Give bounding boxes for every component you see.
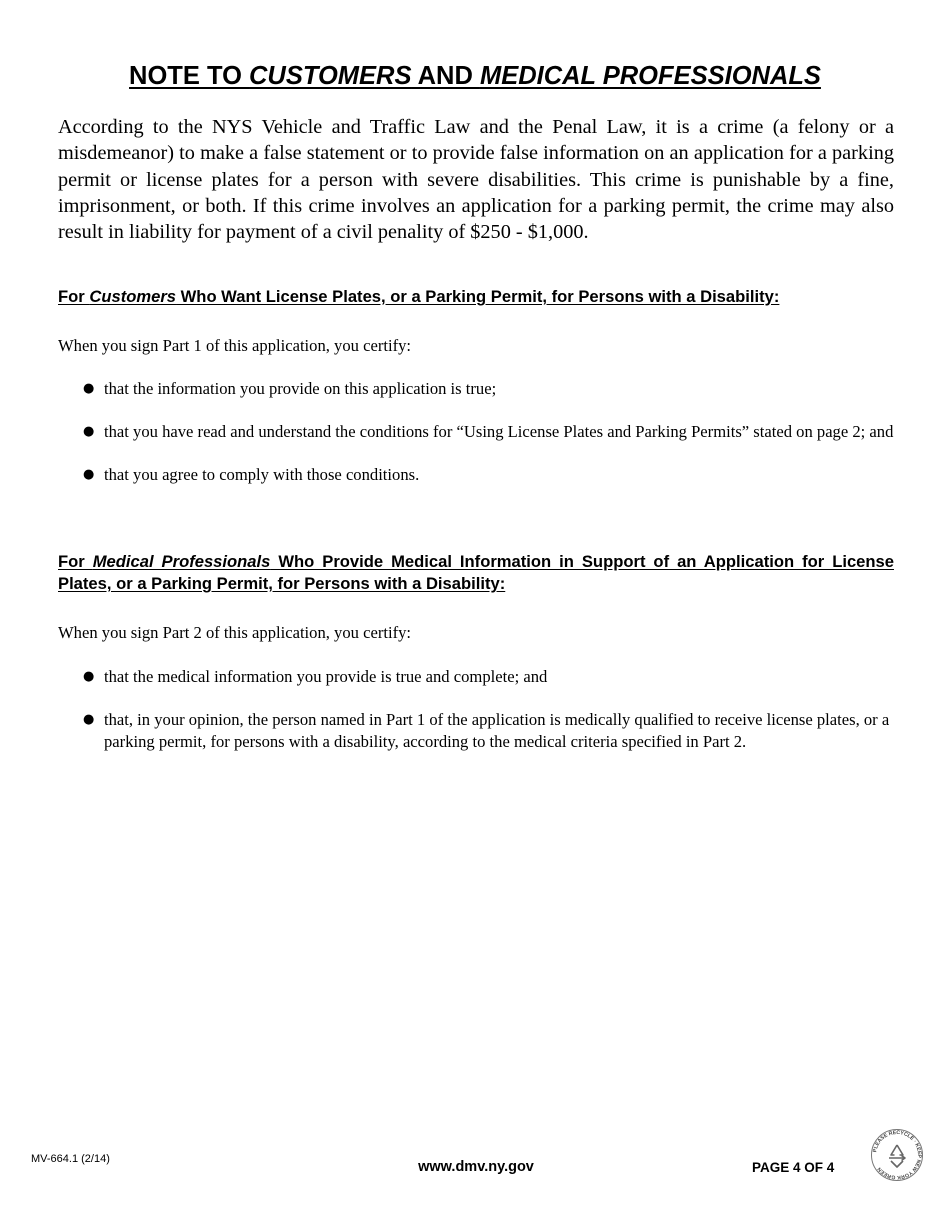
bullet-text: that the information you provide on this application is true; <box>104 379 497 398</box>
customers-heading-post: Who Want License Plates, or a Parking Permit, for Persons with a Disability: <box>176 287 780 306</box>
title-part-1: NOTE TO <box>129 62 250 90</box>
title-medical-professionals: MEDICAL PROFESSIONALS <box>479 62 821 90</box>
list-item <box>58 709 894 752</box>
list-item <box>58 666 894 688</box>
medical-heading-post: Who Provide Medical Information in Support of an Application for License Plates, or a Parking Permit, for Persons with a Disability: <box>58 552 894 593</box>
customers-lead: When you sign Part 1 of this application, you certify: <box>58 336 412 355</box>
list-item <box>58 421 894 443</box>
title-part-3: AND <box>411 62 480 90</box>
bullet-text: that you agree to comply with those conditions. <box>104 465 420 484</box>
customers-heading-pre: For <box>58 287 90 306</box>
seal-text: PLEASE RECYCLE · KEEP NEW YORK GREEN <box>872 1129 923 1181</box>
customers-heading-em: Customers <box>89 287 177 306</box>
medical-heading-em: Medical Professionals <box>92 552 271 571</box>
bullet-text: that the medical information you provide is true and complete; and <box>104 667 548 686</box>
bullet-icon: ● <box>83 712 95 727</box>
customers-bullet-list <box>58 378 894 507</box>
form-number: MV-664.1 (2/14) <box>31 1153 110 1165</box>
medical-bullet-list <box>58 666 894 774</box>
medical-lead: When you sign Part 2 of this application, you certify: <box>58 623 412 642</box>
list-item <box>58 378 894 400</box>
customers-heading <box>58 286 894 308</box>
page-title <box>0 62 950 91</box>
bullet-icon: ● <box>83 381 95 396</box>
bullet-icon: ● <box>83 424 95 439</box>
bullet-text: that, in your opinion, the person named in Part 1 of the application is medically qualified to receive license plates, or a parking permit, for persons with a disability, according to the medical criteria specified in Part 2. <box>104 710 890 751</box>
title-customers: CUSTOMERS <box>249 62 412 90</box>
website-url: www.dmv.ny.gov <box>418 1159 534 1175</box>
svg-text:PLEASE RECYCLE · KEEP NEW YORK <box>872 1130 922 1180</box>
page-number: PAGE 4 OF 4 <box>752 1160 835 1175</box>
recycle-seal-icon <box>870 1128 924 1182</box>
bullet-icon: ● <box>83 467 95 482</box>
list-item <box>58 464 894 486</box>
bullet-text: that you have read and understand the conditions for “Using License Plates and Parking Permits” stated on page 2; and <box>104 422 894 441</box>
medical-heading-pre: For <box>58 552 93 571</box>
medical-heading <box>58 551 894 595</box>
intro-paragraph: According to the NYS Vehicle and Traffic Law and the Penal Law, it is a crime (a felony or a misdemeanor) to make a false statement or to provide false information on an application for a parking permit or license plates for a person with severe disabilities. This crime is punishable by a fine, imprisonment, or both. If this crime involves an application for a parking permit, the crime may also result in liability for payment of a civil penality of $250 - $1,000. <box>58 116 894 244</box>
bullet-icon: ● <box>83 669 95 684</box>
